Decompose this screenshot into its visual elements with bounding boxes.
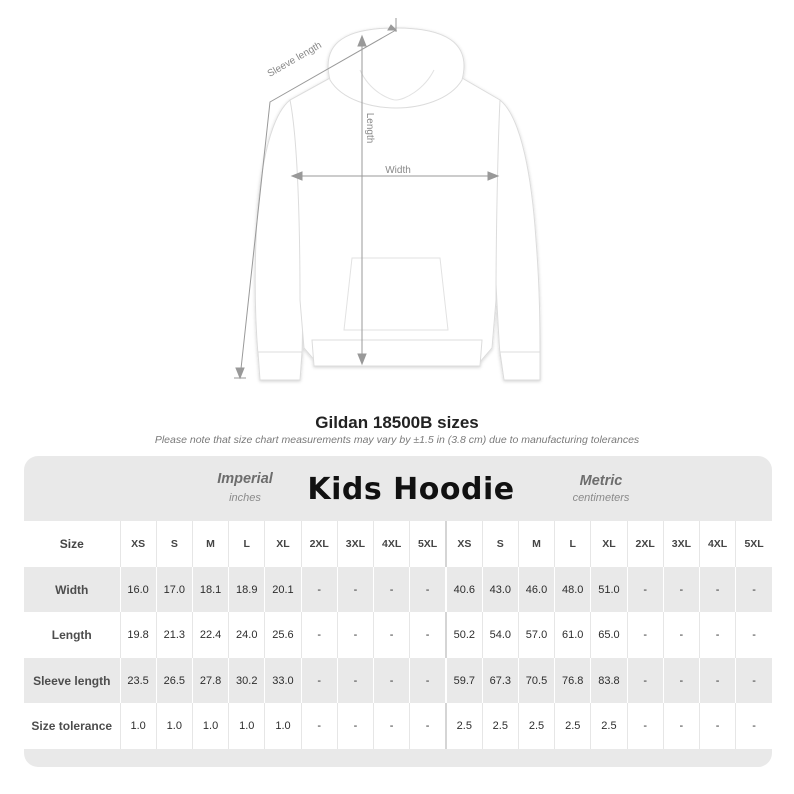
chart-title: Gildan 18500B sizes [315, 413, 479, 432]
imperial-size-header: S [156, 521, 192, 567]
imperial-cell: 27.8 [192, 658, 228, 703]
imperial-title: Imperial [217, 471, 273, 487]
imperial-cell: - [410, 567, 446, 612]
metric-cell: 54.0 [482, 612, 518, 658]
metric-cell: - [663, 658, 699, 703]
metric-size-header: XS [446, 521, 482, 567]
table-row [24, 703, 772, 749]
imperial-cell: 1.0 [265, 703, 301, 749]
imperial-cell: 33.0 [265, 658, 301, 703]
metric-size-header: 5XL [736, 521, 772, 567]
row-label: Sleeve length [24, 658, 120, 703]
sleeve-length-label: Sleeve length [265, 39, 324, 80]
imperial-cell: - [337, 567, 373, 612]
imperial-size-header: XL [265, 521, 301, 567]
table-row [24, 612, 772, 658]
imperial-cell: 1.0 [120, 703, 156, 749]
imperial-cell: 18.1 [192, 567, 228, 612]
metric-cell: 51.0 [591, 567, 627, 612]
metric-cell: - [627, 567, 663, 612]
metric-cell: 48.0 [555, 567, 591, 612]
imperial-cell: 19.8 [120, 612, 156, 658]
metric-cell: - [663, 567, 699, 612]
imperial-cell: 21.3 [156, 612, 192, 658]
metric-cell: - [663, 612, 699, 658]
row-label: Length [24, 612, 120, 658]
imperial-cell: 16.0 [120, 567, 156, 612]
metric-title: Metric [579, 473, 623, 489]
metric-cell: 67.3 [482, 658, 518, 703]
imperial-cell: - [301, 658, 337, 703]
imperial-cell: 1.0 [156, 703, 192, 749]
metric-cell: 2.5 [591, 703, 627, 749]
imperial-cell: 30.2 [229, 658, 265, 703]
metric-cell: 76.8 [555, 658, 591, 703]
kids-hoodie-banner: Kids Hoodie [307, 472, 515, 507]
metric-cell: - [736, 658, 772, 703]
metric-cell: - [700, 567, 736, 612]
metric-cell: 70.5 [518, 658, 554, 703]
metric-cell: 2.5 [555, 703, 591, 749]
imperial-size-header: 5XL [410, 521, 446, 567]
metric-cell: 83.8 [591, 658, 627, 703]
imperial-cell: - [301, 567, 337, 612]
size-header-row [24, 521, 772, 567]
imperial-cell: - [374, 612, 410, 658]
metric-cell: - [700, 703, 736, 749]
hoodie-garment [255, 28, 540, 380]
metric-cell: 2.5 [446, 703, 482, 749]
imperial-cell: - [374, 567, 410, 612]
imperial-size-header: 3XL [337, 521, 373, 567]
metric-cell: - [627, 703, 663, 749]
metric-cell: 65.0 [591, 612, 627, 658]
metric-cell: - [627, 612, 663, 658]
metric-size-header: XL [591, 521, 627, 567]
metric-unit: centimeters [572, 492, 630, 504]
metric-size-header: M [518, 521, 554, 567]
imperial-cell: - [337, 658, 373, 703]
imperial-cell: 18.9 [229, 567, 265, 612]
metric-cell: - [736, 612, 772, 658]
metric-cell: 2.5 [518, 703, 554, 749]
tolerance-note: Please note that size chart measurements may vary by ±1.5 in (3.8 cm) due to manufacturing tolerances [154, 434, 640, 446]
imperial-size-header: XS [120, 521, 156, 567]
imperial-cell: - [301, 612, 337, 658]
metric-cell: - [700, 612, 736, 658]
metric-cell: - [627, 658, 663, 703]
metric-cell: - [700, 658, 736, 703]
imperial-size-header: 2XL [301, 521, 337, 567]
imperial-cell: 1.0 [192, 703, 228, 749]
width-label: Width [385, 165, 411, 176]
imperial-size-header: 4XL [374, 521, 410, 567]
metric-size-header: 4XL [700, 521, 736, 567]
imperial-size-header: L [229, 521, 265, 567]
imperial-cell: 17.0 [156, 567, 192, 612]
imperial-cell: 26.5 [156, 658, 192, 703]
metric-cell: 40.6 [446, 567, 482, 612]
imperial-cell: - [410, 612, 446, 658]
length-label: Length [364, 112, 375, 144]
metric-cell: 43.0 [482, 567, 518, 612]
imperial-cell: - [410, 658, 446, 703]
metric-cell: - [663, 703, 699, 749]
imperial-cell: - [410, 703, 446, 749]
imperial-cell: - [374, 658, 410, 703]
imperial-cell: 20.1 [265, 567, 301, 612]
size-header-label: Size [24, 521, 120, 567]
imperial-cell: 25.6 [265, 612, 301, 658]
metric-cell: - [736, 703, 772, 749]
metric-size-header: S [482, 521, 518, 567]
imperial-cell: - [337, 703, 373, 749]
metric-cell: 46.0 [518, 567, 554, 612]
imperial-cell: - [374, 703, 410, 749]
metric-cell: 61.0 [555, 612, 591, 658]
metric-cell: 2.5 [482, 703, 518, 749]
imperial-unit: inches [229, 492, 261, 504]
metric-cell: - [736, 567, 772, 612]
row-label: Size tolerance [24, 703, 120, 749]
metric-cell: 57.0 [518, 612, 554, 658]
table-row [24, 658, 772, 703]
imperial-cell: 24.0 [229, 612, 265, 658]
metric-size-header: 3XL [663, 521, 699, 567]
table-row [24, 567, 772, 612]
metric-cell: 59.7 [446, 658, 482, 703]
row-label: Width [24, 567, 120, 612]
metric-size-header: 2XL [627, 521, 663, 567]
imperial-cell: 1.0 [229, 703, 265, 749]
imperial-cell: - [337, 612, 373, 658]
size-table [24, 521, 772, 749]
metric-size-header: L [555, 521, 591, 567]
imperial-cell: 23.5 [120, 658, 156, 703]
metric-cell: 50.2 [446, 612, 482, 658]
imperial-cell: - [301, 703, 337, 749]
imperial-size-header: M [192, 521, 228, 567]
imperial-cell: 22.4 [192, 612, 228, 658]
